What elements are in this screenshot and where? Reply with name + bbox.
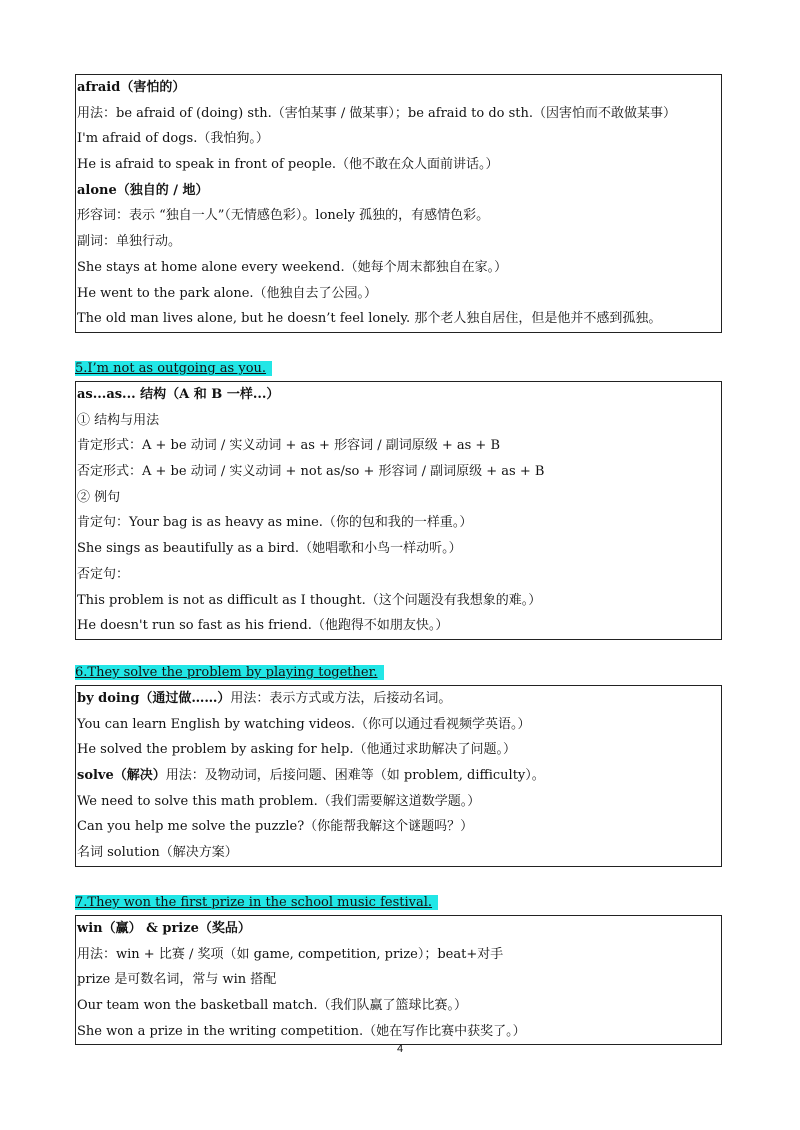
highlighted-sentence: 6.They solve the problem by playing together.: [75, 665, 384, 680]
usage-text: 用法：表示方式或方法，后接动名词。: [230, 691, 452, 706]
entry-line: [76, 763, 721, 789]
example-line: He doesn't run so fast as his friend.（他跑得不如朋友快。）: [77, 618, 449, 634]
example-line: Can you help me solve the puzzle?（你能帮我解这个谜题吗？）: [77, 819, 474, 835]
usage-line: 名词 solution（解决方案）: [77, 845, 238, 861]
usage-line: 肯定形式：A + be 动词 / 实义动词 + as + 形容词 / 副词原级 + as + B: [77, 438, 501, 454]
example-line: She stays at home alone every weekend.（她每个周末都独自在家。）: [77, 259, 508, 275]
entry-title: solve（解决）: [77, 768, 166, 784]
example-line: This problem is not as difficult as I thought.（这个问题没有我想象的难。）: [77, 592, 542, 608]
example-line: I'm afraid of dogs.（我怕狗。）: [77, 131, 269, 147]
entry-title: win（赢） & prize（奖品）: [77, 921, 251, 936]
subheading-line: ① 结构与用法: [77, 412, 160, 428]
highlighted-sentence: 5.I’m not as outgoing as you.: [75, 361, 272, 376]
section-heading-7: [75, 894, 438, 911]
example-line: She sings as beautifully as a bird.（她唱歌和小鸟一样动听。）: [77, 541, 462, 557]
example-line: She won a prize in the writing competition.（她在写作比赛中获奖了。）: [77, 1023, 526, 1039]
usage-text: 用法：及物动词，后接问题、困难等（如 problem, difficulty）。: [165, 768, 545, 784]
usage-line: 否定句：: [77, 566, 130, 582]
example-line: He is afraid to speak in front of people.（他不敢在众人面前讲话。）: [77, 157, 499, 173]
usage-line: 形容词：表示 “独自一人”（无情感色彩）。lonely 孤独的，有感情色彩。: [77, 208, 490, 224]
box-win-prize: [75, 915, 722, 1045]
section-heading-6: [75, 664, 384, 681]
entry-title: afraid（害怕的）: [77, 80, 186, 95]
box-as-as: [75, 381, 722, 640]
entry-title: alone（独自的 / 地）: [77, 182, 209, 198]
example-line: He solved the problem by asking for help.（他通过求助解决了问题。）: [77, 742, 516, 758]
example-line: Our team won the basketball match.（我们队赢了篮球比赛。）: [77, 998, 468, 1014]
entry-line: [76, 686, 721, 712]
box-by-doing-solve: [75, 685, 722, 867]
section-heading-5: [75, 360, 272, 377]
entry-title: as...as... 结构（A 和 B 一样...）: [77, 387, 280, 402]
page-number: 4: [396, 1043, 404, 1055]
example-line: We need to solve this math problem.（我们需要解这道数学题。）: [77, 793, 481, 809]
usage-line: 否定形式：A + be 动词 / 实义动词 + not as/so + 形容词 / 副词原级 + as + B: [77, 464, 545, 480]
usage-line: 副词：单独行动。: [77, 234, 182, 250]
usage-line: 用法：be afraid of (doing) sth.（害怕某事 / 做某事）；be afraid to do sth.（因害怕而不敢做某事）: [77, 105, 677, 121]
example-line: 肯定句：Your bag is as heavy as mine.（你的包和我的一样重。）: [77, 515, 473, 531]
example-line: The old man lives alone, but he doesn’t feel lonely. 那个老人独自居住，但是他并不感到孤独。: [77, 311, 662, 327]
box-afraid-alone: [75, 74, 722, 333]
usage-line: prize 是可数名词，常与 win 搭配: [77, 972, 277, 988]
usage-line: 用法：win + 比赛 / 奖项（如 game, competition, prize）；beat+对手: [77, 946, 504, 962]
subheading-line: ② 例句: [77, 489, 121, 505]
entry-title: by doing（通过做……）: [77, 691, 231, 706]
example-line: He went to the park alone.（他独自去了公园。）: [77, 285, 378, 301]
example-line: You can learn English by watching videos.（你可以通过看视频学英语。）: [77, 716, 531, 732]
highlighted-sentence: 7.They won the first prize in the school music festival.: [75, 895, 438, 910]
